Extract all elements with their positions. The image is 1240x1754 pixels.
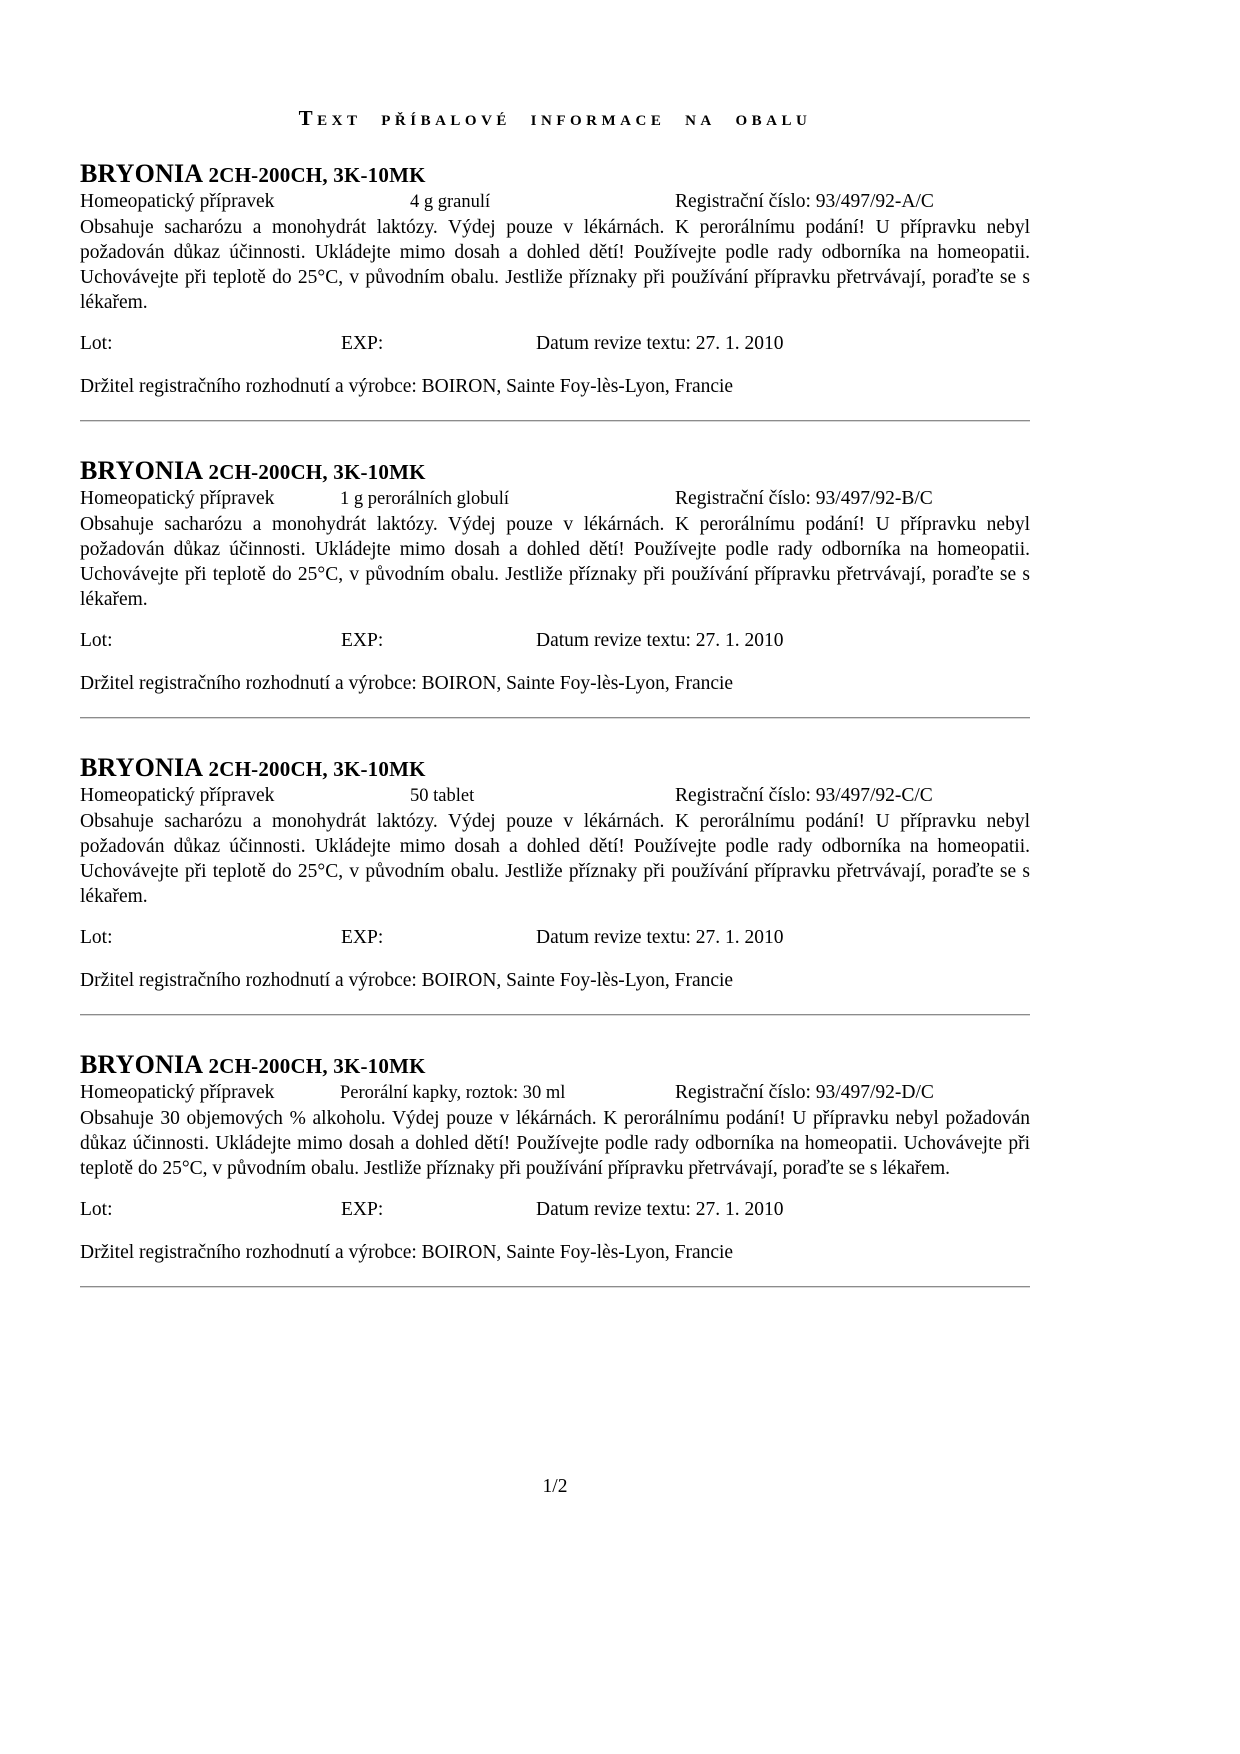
- exp-label: EXP:: [341, 629, 384, 651]
- registration-number: Registrační číslo: 93/497/92-D/C: [675, 1081, 934, 1103]
- product-info-text: Obsahuje sacharózu a monohydrát laktózy. Výdej pouze v lékárnách. K perorálnímu podání! U přípravku nebyl požadován důkaz účinnosti. Ukládejte mimo dosah a dohled dětí! Používejte podle rady odborníka na homeopatii. Uchovávejte při teplotě do 25°C, v původním obalu. Jestliže příznaky při používání přípravku přetrvávají, poraďte se s lékařem.: [80, 216, 1030, 313]
- lot-label: Lot:: [80, 332, 113, 354]
- product-type-label: Homeopatický přípravek: [80, 1081, 275, 1103]
- product-heading: [80, 753, 1030, 783]
- brand-name: BRYONIA: [80, 752, 202, 782]
- registration-number: Registrační číslo: 93/497/92-C/C: [675, 784, 933, 806]
- registration-number: Registrační číslo: 93/497/92-B/C: [675, 487, 933, 509]
- document-title: Text příbalové informace na obalu: [298, 106, 812, 130]
- product-type-label: Homeopatický přípravek: [80, 190, 275, 212]
- product-section: [80, 1016, 1030, 1288]
- revision-date: Datum revize textu: 27. 1. 2010: [536, 1198, 784, 1220]
- product-section: [80, 422, 1030, 719]
- product-heading: [80, 159, 1030, 189]
- manufacturer-line: Držitel registračního rozhodnutí a výrobce: BOIRON, Sainte Foy-lès-Lyon, Francie: [80, 375, 734, 397]
- registration-number: Registrační číslo: 93/497/92-A/C: [675, 190, 934, 212]
- product-heading: [80, 456, 1030, 486]
- section-divider: [80, 1286, 1030, 1288]
- lot-exp-line: [80, 628, 1030, 653]
- revision-date: Datum revize textu: 27. 1. 2010: [536, 629, 784, 651]
- revision-date: Datum revize textu: 27. 1. 2010: [536, 332, 784, 354]
- registration-line: [80, 1080, 1030, 1106]
- dosage-form: 50 tablet: [410, 785, 475, 806]
- brand-name: BRYONIA: [80, 455, 202, 485]
- manufacturer-line: Držitel registračního rozhodnutí a výrobce: BOIRON, Sainte Foy-lès-Lyon, Francie: [80, 1241, 734, 1263]
- lot-label: Lot:: [80, 629, 113, 651]
- exp-label: EXP:: [341, 926, 384, 948]
- manufacturer-line: Držitel registračního rozhodnutí a výrobce: BOIRON, Sainte Foy-lès-Lyon, Francie: [80, 672, 734, 694]
- product-section: [80, 145, 1030, 422]
- lot-label: Lot:: [80, 926, 113, 948]
- product-info-text: Obsahuje 30 objemových % alkoholu. Výdej pouze v lékárnách. K perorálnímu podání! U přípravku nebyl požadován důkaz účinnosti. Ukládejte mimo dosah a dohled dětí! Používejte podle rady odborníka na homeopatii. Uchovávejte při teplotě do 25°C, v původním obalu. Jestliže příznaky při používání přípravku přetrvávají, poraďte se s lékařem.: [80, 1107, 1030, 1179]
- registration-line: [80, 189, 1030, 215]
- page-number: 1/2: [542, 1476, 568, 1497]
- product-section: [80, 719, 1030, 1016]
- lot-label: Lot:: [80, 1198, 113, 1220]
- lot-exp-line: [80, 1197, 1030, 1222]
- product-strengths: 2CH-200CH, 3K-10MK: [208, 163, 426, 187]
- product-info-text: Obsahuje sacharózu a monohydrát laktózy. Výdej pouze v lékárnách. K perorálnímu podání! U přípravku nebyl požadován důkaz účinnosti. Ukládejte mimo dosah a dohled dětí! Používejte podle rady odborníka na homeopatii. Uchovávejte při teplotě do 25°C, v původním obalu. Jestliže příznaky při používání přípravku přetrvávají, poraďte se s lékařem.: [80, 513, 1030, 610]
- dosage-form: 1 g perorálních globulí: [340, 488, 510, 509]
- registration-line: [80, 783, 1030, 809]
- product-type-label: Homeopatický přípravek: [80, 487, 275, 509]
- dosage-form: 4 g granulí: [410, 191, 491, 212]
- product-strengths: 2CH-200CH, 3K-10MK: [208, 756, 426, 781]
- product-info-text: Obsahuje sacharózu a monohydrát laktózy. Výdej pouze v lékárnách. K perorálnímu podání! U přípravku nebyl požadován důkaz účinnosti. Ukládejte mimo dosah a dohled dětí! Používejte podle rady odborníka na homeopatii. Uchovávejte při teplotě do 25°C, v původním obalu. Jestliže příznaky při používání přípravku přetrvávají, poraďte se s lékařem.: [80, 810, 1030, 907]
- registration-line: [80, 486, 1030, 512]
- exp-label: EXP:: [341, 1198, 384, 1220]
- revision-date: Datum revize textu: 27. 1. 2010: [536, 926, 784, 948]
- product-type-label: Homeopatický přípravek: [80, 784, 275, 806]
- lot-exp-line: [80, 925, 1030, 950]
- lot-exp-line: [80, 331, 1030, 356]
- exp-label: EXP:: [341, 332, 384, 354]
- brand-name: BRYONIA: [80, 159, 202, 188]
- brand-name: BRYONIA: [80, 1049, 202, 1079]
- dosage-form: Perorální kapky, roztok: 30 ml: [340, 1082, 566, 1103]
- product-strengths: 2CH-200CH, 3K-10MK: [208, 1053, 426, 1078]
- product-strengths: 2CH-200CH, 3K-10MK: [208, 459, 426, 484]
- manufacturer-line: Držitel registračního rozhodnutí a výrobce: BOIRON, Sainte Foy-lès-Lyon, Francie: [80, 969, 734, 991]
- product-heading: [80, 1050, 1030, 1080]
